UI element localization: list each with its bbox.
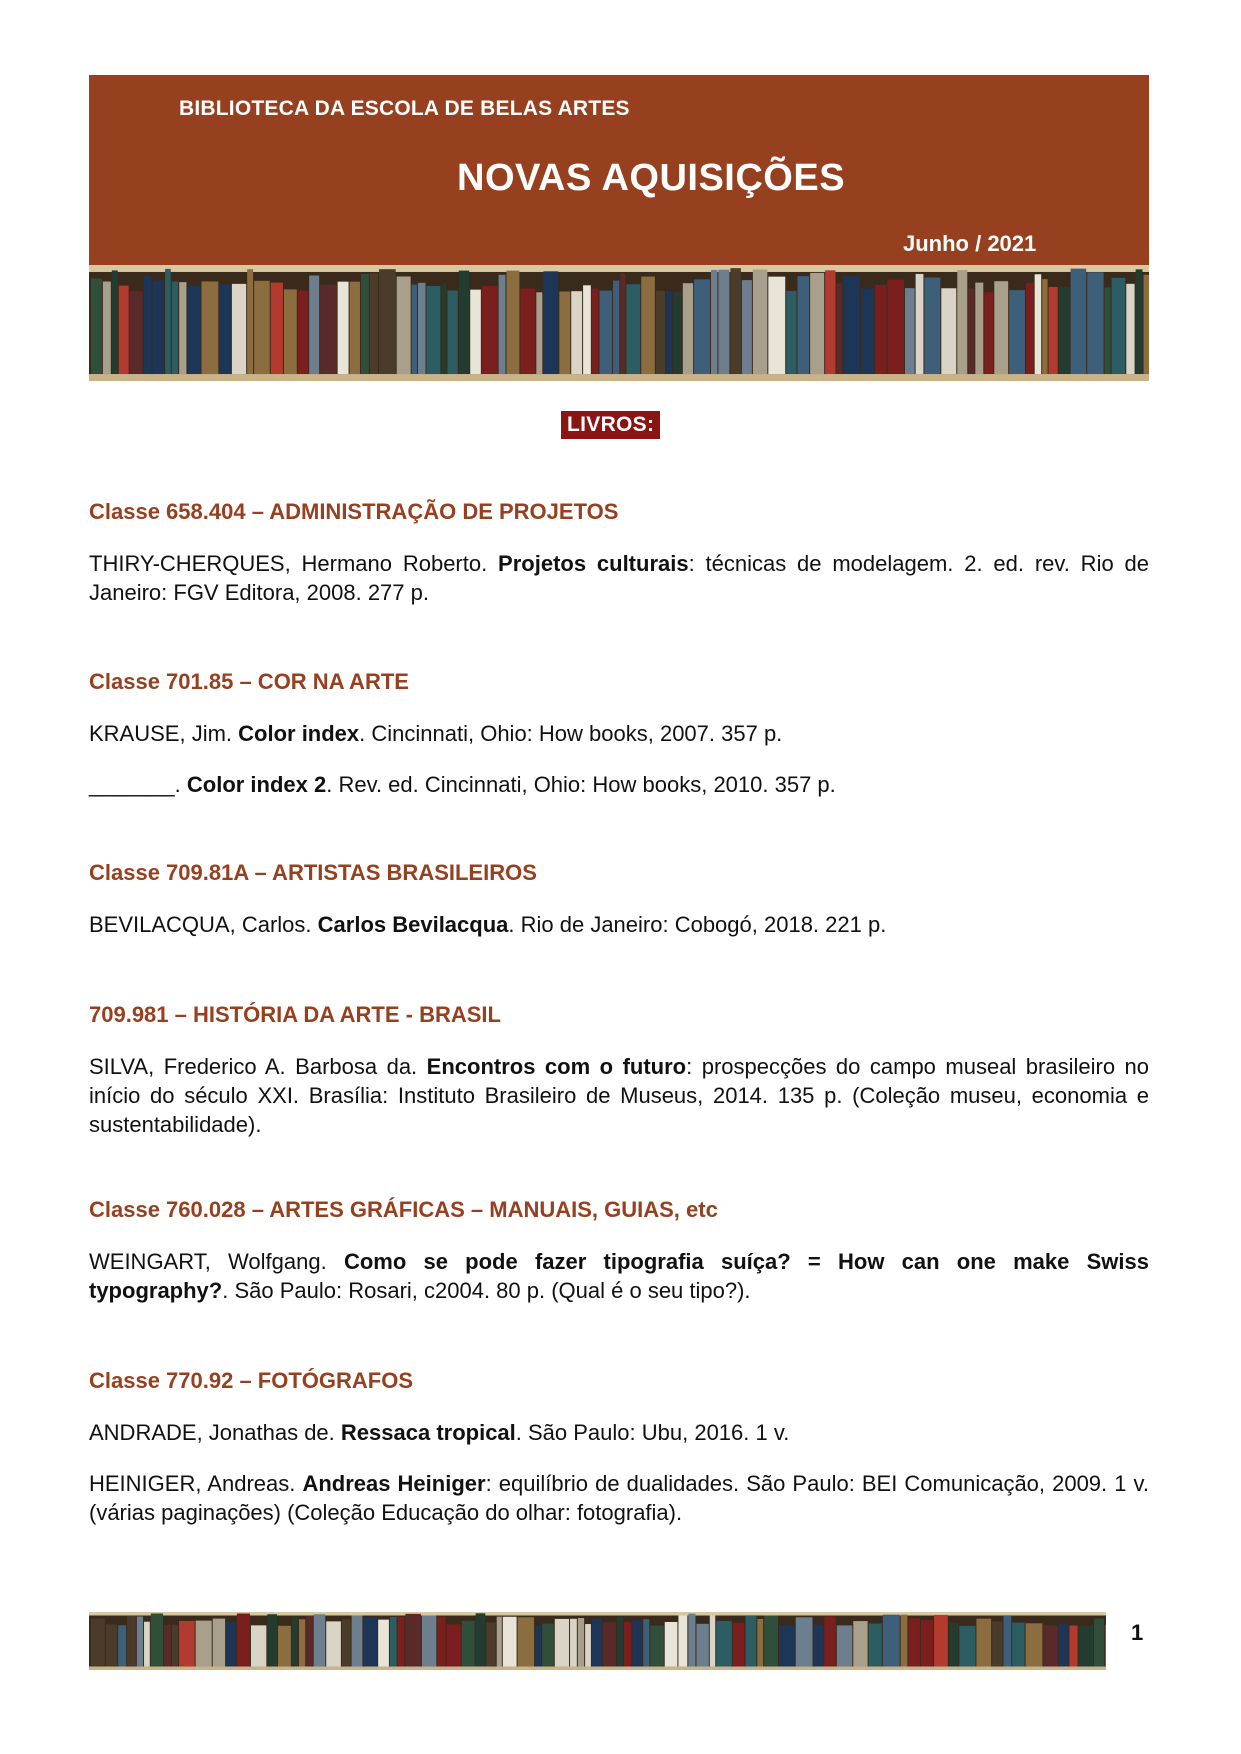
class-block [89,1366,1149,1527]
class-heading: 709.981 – HISTÓRIA DA ARTE - BRASIL [89,1002,501,1027]
bookshelf-image [89,265,1149,381]
class-block [89,858,1149,939]
class-heading: Classe 709.81A – ARTISTAS BRASILEIROS [89,860,537,885]
class-block [89,1195,1149,1305]
class-block [89,1000,1149,1139]
reference-entry: SILVA, Frederico A. Barbosa da. Encontros com o futuro: prospecções do campo museal brasileiro no início do século XXI. Brasília: Instituto Brasileiro de Museus, 2014. 135 p. (Coleção museu, economia e sustentabilidade). [89,1054,1150,1137]
reference-entry: _______. Color index 2. Rev. ed. Cincinnati, Ohio: How books, 2010. 357 p. [89,772,836,797]
page-header [89,75,1149,381]
class-block [89,667,1149,799]
class-heading: Classe 760.028 – ARTES GRÁFICAS – MANUAIS, GUIAS, etc [89,1197,718,1222]
page-number: 1 [1131,1620,1144,1645]
page-title: NOVAS AQUISIÇÕES [457,157,846,199]
issue-date: Junho / 2021 [903,231,1037,256]
footer-bookshelf-image [89,1612,1106,1670]
library-name: BIBLIOTECA DA ESCOLA DE BELAS ARTES [179,97,630,120]
reference-entry: ANDRADE, Jonathas de. Ressaca tropical. São Paulo: Ubu, 2016. 1 v. [89,1420,790,1445]
reference-entry: KRAUSE, Jim. Color index. Cincinnati, Ohio: How books, 2007. 357 p. [89,721,783,746]
class-block [89,497,1149,607]
class-heading: Classe 658.404 – ADMINISTRAÇÃO DE PROJETOS [89,499,619,524]
class-heading: Classe 701.85 – COR NA ARTE [89,669,409,694]
reference-entry: BEVILACQUA, Carlos. Carlos Bevilacqua. Rio de Janeiro: Cobogó, 2018. 221 p. [89,912,887,937]
reference-entry: HEINIGER, Andreas. Andreas Heiniger: equilíbrio de dualidades. São Paulo: BEI Comunicação, 2009. 1 v. (várias paginações) (Coleção Educação do olhar: fotografia). [89,1471,1149,1525]
class-heading: Classe 770.92 – FOTÓGRAFOS [89,1368,414,1393]
section-label: LIVROS: [561,411,660,439]
reference-entry: THIRY-CHERQUES, Hermano Roberto. Projetos culturais: técnicas de modelagem. 2. ed. rev. Rio de Janeiro: FGV Editora, 2008. 277 p. [89,551,1149,605]
reference-entry: WEINGART, Wolfgang. Como se pode fazer tipografia suíça? = How can one make Swiss typography?. São Paulo: Rosari, c2004. 80 p. (Qual é o seu tipo?). [89,1249,1149,1303]
